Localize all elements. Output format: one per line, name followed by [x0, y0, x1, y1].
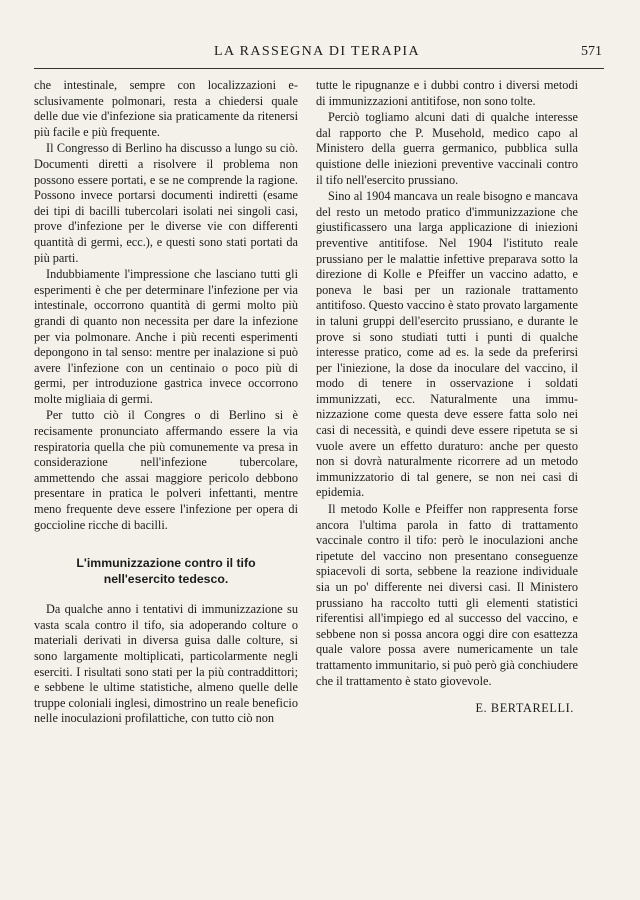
- section-heading-line: L'immunizzazione contro il tifo: [76, 556, 256, 571]
- left-column: [34, 78, 298, 727]
- author-signature: E. BERTARELLI.: [475, 701, 574, 716]
- paragraph: tutte le ripugnanze e i dubbi contro i diversi metodi di immunizzazioni antitifose, non sono tolte.: [316, 78, 578, 108]
- paragraph: Sino al 1904 mancava un reale bisogno e mancava del resto un metodo pratico d'immunizzazione che giustificassero una larga applicazione di iniezioni preventive antitifose. Nel 1904 l'istituto reale prussiano per le malattie infettive preparava sotto la direzione di Kolle e Pfeiffer un vaccino adatto, e poneva le basi per un razionale trattamento antitifoso. Questo vaccino è stato provato largamente in taluni gruppi dell'esercito prussiano, e durante le prove si sono studiati tutti i punti di qualche interesse pratico, come ad es. la sede da preferirsi per l'iniezione, la dose da inoculare del vaccino, il modo di tenere in osservazione i soldati immunizzati, ecc. Naturalmente una immunizzazione come questa deve essere fatta solo nei casi di necessità, e quindi deve essere ripetuta se si vuole avere un effetto duraturo: anche per questo non si dovrà naturalmente ricorrere ad un metodo immunizzatorio di tal genere, se non nei casi di epidemia.: [316, 189, 578, 500]
- paragraph: Il metodo Kolle e Pfeiffer non rappresenta forse ancora l'ultima parola in fatto di trattamento vaccinale contro il tifo: però le inoculazioni anche ripetute del vaccino non presentano conseguenze spiacevoli di sorta, sebbene la reazione individuale sia un po' differente nei diversi casi. Il Ministero prussiano ha raccolto tutti gli elementi statistici riferentisi all'impiego ed al successo del vaccino, e sebbene non si possa ancora oggi dire con esattezza quale valore possa avere numericamente un tale trattamento immunitario, si può però già conchiudere che il trattamento è stato giovevole.: [316, 502, 578, 688]
- section-heading: [34, 555, 298, 587]
- running-title: LA RASSEGNA DI TERAPIA: [214, 44, 420, 59]
- section-heading-line: nell'esercito tedesco.: [103, 572, 229, 587]
- paragraph: Per tutto ciò il Congres o di Berlino si è recisamente pronunciato affermando essere la via respiratoria quella che più comunemente va presa in considerazione nell'infezione tubercolare, ammettendo che assai maggiore pericolo debbono presentare in pratica le polveri infettanti, mentre meno frequente deve essere l'infezione per opera di goccioline ricche di bacilli.: [34, 408, 298, 532]
- paragraph: Perciò togliamo alcuni dati di qualche interesse dal rapporto che P. Musehold, medico capo al Ministero della guerra germanico, pubblica sulla quistione delle iniezioni preventive vaccinali contro il tifo nell'esercito prussiano.: [316, 110, 578, 187]
- page-header: [34, 44, 604, 69]
- right-column: [316, 78, 578, 717]
- paragraph: Indubbiamente l'impressione che lasciano tutti gli esperimenti è che per determinare l'infezione per via intestinale, occorrono quantità di germi molto più grandi di quanto non necessita per dare la infezione per via polmonare. Anche i più recenti esperimenti depongono in tal senso: mentre per inalazione si può avere l'infezione con un centinaio o poco più di germi, per introduzione gastrica invece occorrono molte migliaia di germi.: [34, 267, 298, 406]
- page-number: 571: [581, 44, 602, 59]
- paragraph: Da qualche anno i tentativi di immunizzazione su vasta scala contro il tifo, sia adoperando colture o materiali derivati in diversa guisa dalle colture, si sono largamente moltiplicati, particolarmente negli eserciti. I risultati sono stati per la più contraddittori; e sebbene le ultime statistiche, almeno quelle delle truppe coloniali inglesi, dimostrino un reale beneficio nelle inoculazioni profilattiche, con tutto ciò non: [34, 602, 298, 726]
- paragraph: Il Congresso di Berlino ha discusso a lungo su ciò. Documenti diretti a risolvere il problema non possono essere portati, e se ne comprende la ragione. Possono invece portarsi documenti indiretti (esame dei tipi di bacilli tubercolari isolati nei singoli casi, prove d'infezione per le diverse vie con differenti quantità di germi, ecc.), e questi sono stati portati da più parti.: [34, 141, 298, 265]
- paragraph: che intestinale, sempre con localizzazioni esclusivamente polmonari, resta a chiedersi quale delle due vie d'infezione sia praticamente da ritenersi più facile e più frequente.: [34, 78, 298, 139]
